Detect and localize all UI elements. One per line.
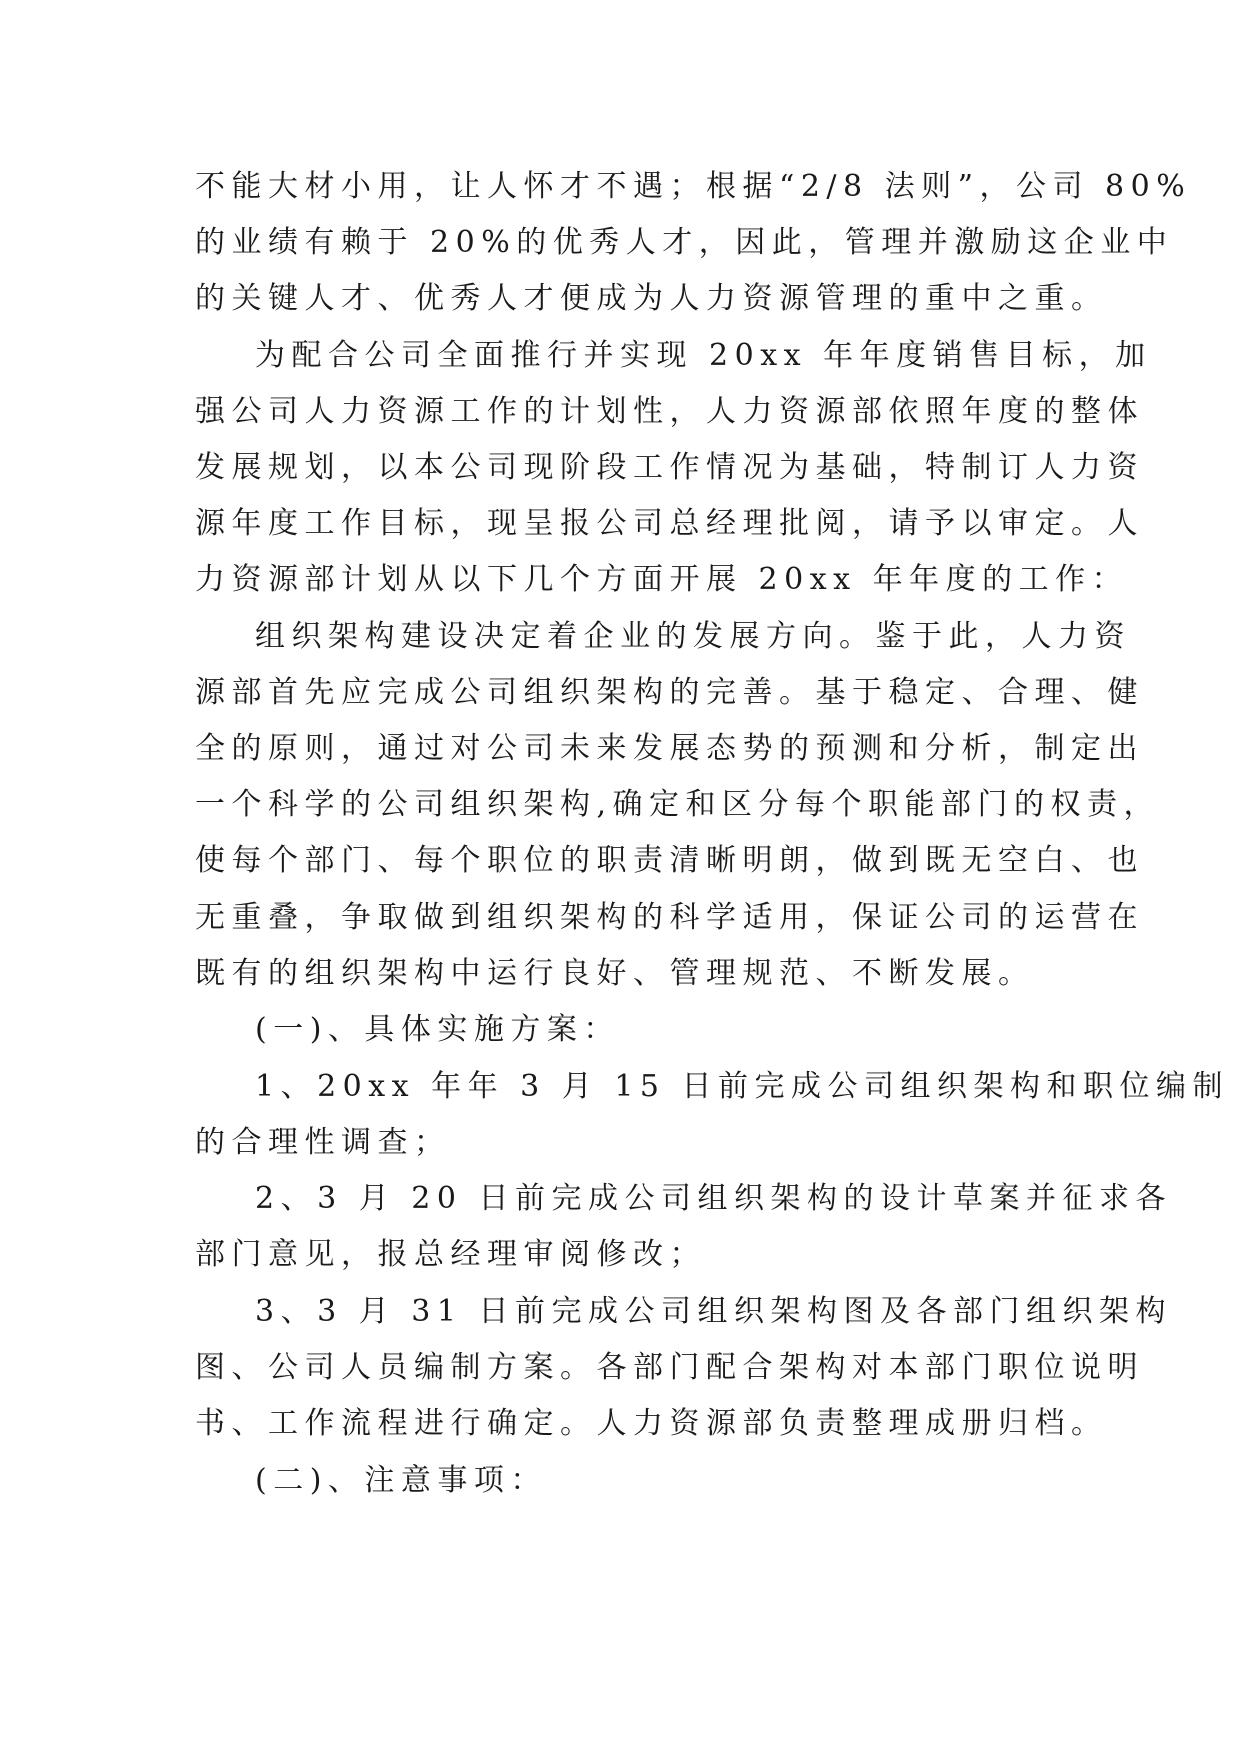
paragraph-3-line-3: 全的原则，通过对公司未来发展态势的预测和分析，制定出 bbox=[195, 731, 1144, 766]
list-item-3-line-3: 书、工作流程进行确定。人力资源部负责整理成册归档。 bbox=[195, 1406, 1108, 1441]
list-item-3-line-2: 图、公司人员编制方案。各部门配合架构对本部门职位说明 bbox=[195, 1350, 1144, 1385]
section-heading-1: (一)、具体实施方案： bbox=[255, 1012, 620, 1047]
paragraph-3-line-7: 既有的组织架构中运行良好、管理规范、不断发展。 bbox=[195, 956, 1035, 991]
paragraph-2-line-4: 源年度工作目标，现呈报公司总经理批阅，请予以审定。人 bbox=[195, 506, 1144, 541]
paragraph-2-line-1: 为配合公司全面推行并实现 20xx 年年度销售目标，加 bbox=[255, 338, 1152, 373]
paragraph-3-line-1: 组织架构建设决定着企业的发展方向。鉴于此，人力资 bbox=[255, 619, 1131, 654]
paragraph-2-line-3: 发展规划，以本公司现阶段工作情况为基础，特制订人力资 bbox=[195, 450, 1144, 485]
text-line-3: 的关键人才、优秀人才便成为人力资源管理的重中之重。 bbox=[195, 281, 1108, 316]
paragraph-2-line-5: 力资源部计划从以下几个方面开展 20xx 年年度的工作： bbox=[195, 562, 1129, 597]
paragraph-2-line-2: 强公司人力资源工作的计划性，人力资源部依照年度的整体 bbox=[195, 394, 1144, 429]
paragraph-3-line-4: 一个科学的公司组织架构,确定和区分每个职能部门的权责， bbox=[195, 787, 1161, 822]
list-item-3-line-1: 3、3 月 31 日前完成公司组织架构图及各部门组织架构 bbox=[255, 1294, 1172, 1329]
text-line-2: 的业绩有赖于 20%的优秀人才，因此，管理并激励这企业中 bbox=[195, 225, 1174, 260]
list-item-2-line-2: 部门意见，报总经理审阅修改； bbox=[195, 1237, 706, 1272]
list-item-1-line-1: 1、20xx 年年 3 月 15 日前完成公司组织架构和职位编制 bbox=[255, 1069, 1230, 1104]
section-heading-2: (二)、注意事项： bbox=[255, 1463, 547, 1498]
paragraph-3-line-6: 无重叠，争取做到组织架构的科学适用，保证公司的运营在 bbox=[195, 900, 1144, 935]
paragraph-3-line-2: 源部首先应完成公司组织架构的完善。基于稳定、合理、健 bbox=[195, 675, 1144, 710]
paragraph-3-line-5: 使每个部门、每个职位的职责清晰明朗，做到既无空白、也 bbox=[195, 843, 1144, 878]
list-item-1-line-2: 的合理性调查； bbox=[195, 1125, 451, 1160]
list-item-2-line-1: 2、3 月 20 日前完成公司组织架构的设计草案并征求各 bbox=[255, 1181, 1172, 1216]
text-line-1: 不能大材小用，让人怀才不遇；根据“2/8 法则”，公司 80% bbox=[195, 169, 1192, 204]
